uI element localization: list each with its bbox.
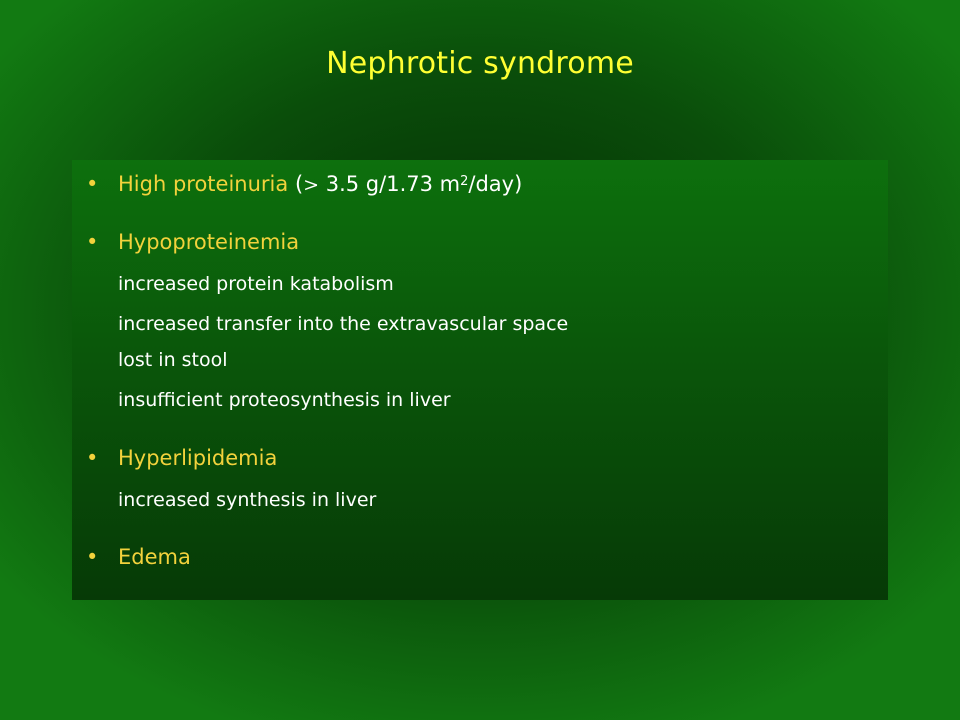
bullet-dot: • bbox=[86, 230, 99, 254]
greater-than-symbol: > bbox=[303, 174, 320, 196]
sub-item: lost in stool bbox=[118, 349, 228, 371]
sub-item: increased transfer into the extravascular space bbox=[118, 313, 569, 335]
proteinuria-threshold: (> 3.5 g/1.73 $m_2/day$) bbox=[294, 172, 523, 196]
superscript-2: 2 bbox=[460, 174, 469, 189]
bullet-dot: • bbox=[86, 172, 99, 196]
bullet-label: Hyperlipidemia bbox=[118, 446, 278, 470]
slide-title: Nephrotic syndrome bbox=[326, 46, 634, 81]
bullet-dot: • bbox=[86, 545, 99, 569]
sub-item: increased protein katabolism bbox=[118, 273, 394, 295]
bullet-label: Hypoproteinemia bbox=[118, 230, 300, 254]
bullet-high-proteinuria bbox=[86, 172, 522, 196]
bullet-dot: • bbox=[86, 446, 99, 470]
sub-item: increased synthesis in liver bbox=[118, 489, 377, 511]
bullet-label: Edema bbox=[118, 545, 191, 569]
sub-item: insufficient proteosynthesis in liver bbox=[118, 389, 451, 411]
content-panel bbox=[72, 160, 888, 600]
bullet-hyperlipidemia bbox=[86, 446, 277, 470]
bullet-hypoproteinemia bbox=[86, 230, 299, 254]
bullet-edema bbox=[86, 545, 191, 569]
bullet-label: High proteinuria bbox=[118, 172, 289, 196]
